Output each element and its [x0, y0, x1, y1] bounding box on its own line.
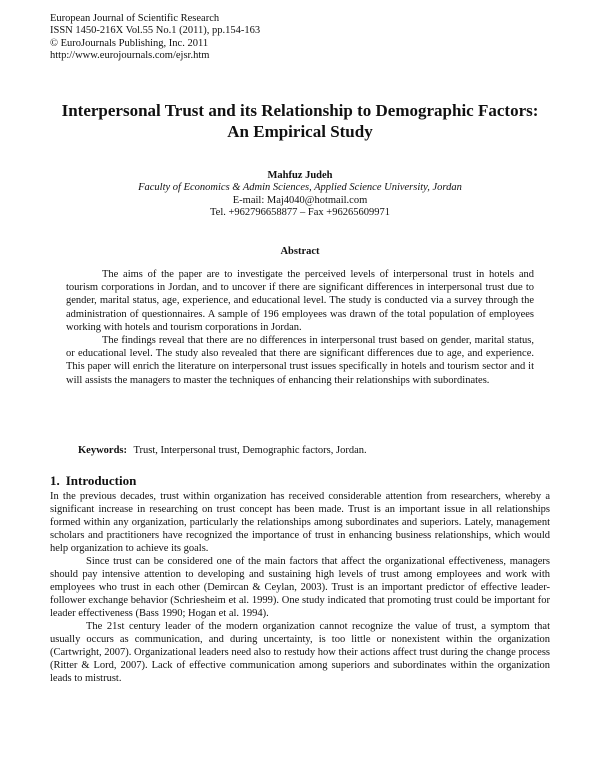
paper-title: Interpersonal Trust and its Relationship to Demographic Factors: An Empirical Study [61, 101, 539, 141]
keywords-line [78, 445, 367, 456]
body-paragraph: The 21st century leader of the modern organization cannot recognize the value of trust, a symptom that usually occurs as communication, and during uncertainty, is too little or nonexistent within the organization (Cartwright, 2007). Organizational leaders need also to restudy how their actions affect trust during the change process (Ritter & Lord, 2007). Lack of effective communication among superiors and subordinates within the organization leads to mistrust. [50, 621, 550, 684]
journal-header [50, 13, 260, 63]
issn-line: ISSN 1450-216X Vol.55 No.1 (2011), pp.154-163 [50, 25, 261, 37]
body-paragraph: Since trust can be considered one of the main factors that affect the organizational effectiveness, managers should pay intensive attention to developing and sustaining high levels of trust among employees and work with employees who trust in each other (Demircan & Ceylan, 2003). Trust is an important predictor of effective leader-follower exchange behavior (Schriesheim et al. 1999). One study indicated that promoting trust could be important for leader effectiveness (Bass 1990; Hogan et al. 1994). [50, 556, 550, 619]
abstract-paragraph: The aims of the paper are to investigate the perceived levels of interpersonal trust in hotels and tourism corporations in Jordan, and to uncover if there are significant differences in interpersonal trust due to gender, marital status, age, experience, and educational level. The study is conducted via a survey through the administration of questionnaires. A sample of 196 employees was drawn of the total population of employees working with hotels and tourism corporations in Jordan. [66, 269, 534, 333]
section-number: 1. [50, 473, 60, 488]
author-telephone: Tel. +962796658877 – Fax +96265609971 [210, 207, 390, 219]
author-affiliation: Faculty of Economics & Admin Sciences, Applied Science University, Jordan [138, 182, 462, 194]
section-title: Introduction [65, 473, 137, 488]
abstract-paragraph: The findings reveal that there are no differences in interpersonal trust based on gender, marital status, or educational level. The study also revealed that there are significant differences due to age, and experience. This paper will enrich the literature on interpersonal trust issues specifically in hotels and tourism sector and it will assists the managers to master the techniques of enhancing their relationships with subordinates. [66, 335, 534, 386]
abstract-body [66, 268, 534, 387]
author-name: Mahfuz Judeh [267, 170, 333, 181]
keywords-label: Keywords: [78, 445, 127, 456]
keywords-text: Trust, Interpersonal trust, Demographic factors, Jordan. [133, 445, 367, 456]
body-paragraph: In the previous decades, trust within organization has received considerable attention from researchers, whereby a significant increase in researching on trust concept has been made. Trust is an important issue in all relationships formed within any organization, particularly the relationships among subordinates and superiors. Lately, management scholars and practitioners have recognized the importance of trust in enhancing business relationships, which would help organization to achieve its goals. [50, 491, 550, 554]
section-body [50, 490, 550, 685]
journal-url[interactable]: http://www.eurojournals.com/ejsr.htm [50, 50, 210, 62]
publisher-line: © EuroJournals Publishing, Inc. 2011 [50, 37, 209, 49]
author-block [60, 170, 540, 220]
journal-name: European Journal of Scientific Research [50, 13, 220, 24]
section-heading [50, 473, 136, 489]
author-email: E-mail: Maj4040@hotmail.com [232, 194, 368, 206]
abstract-heading: Abstract [280, 246, 320, 257]
